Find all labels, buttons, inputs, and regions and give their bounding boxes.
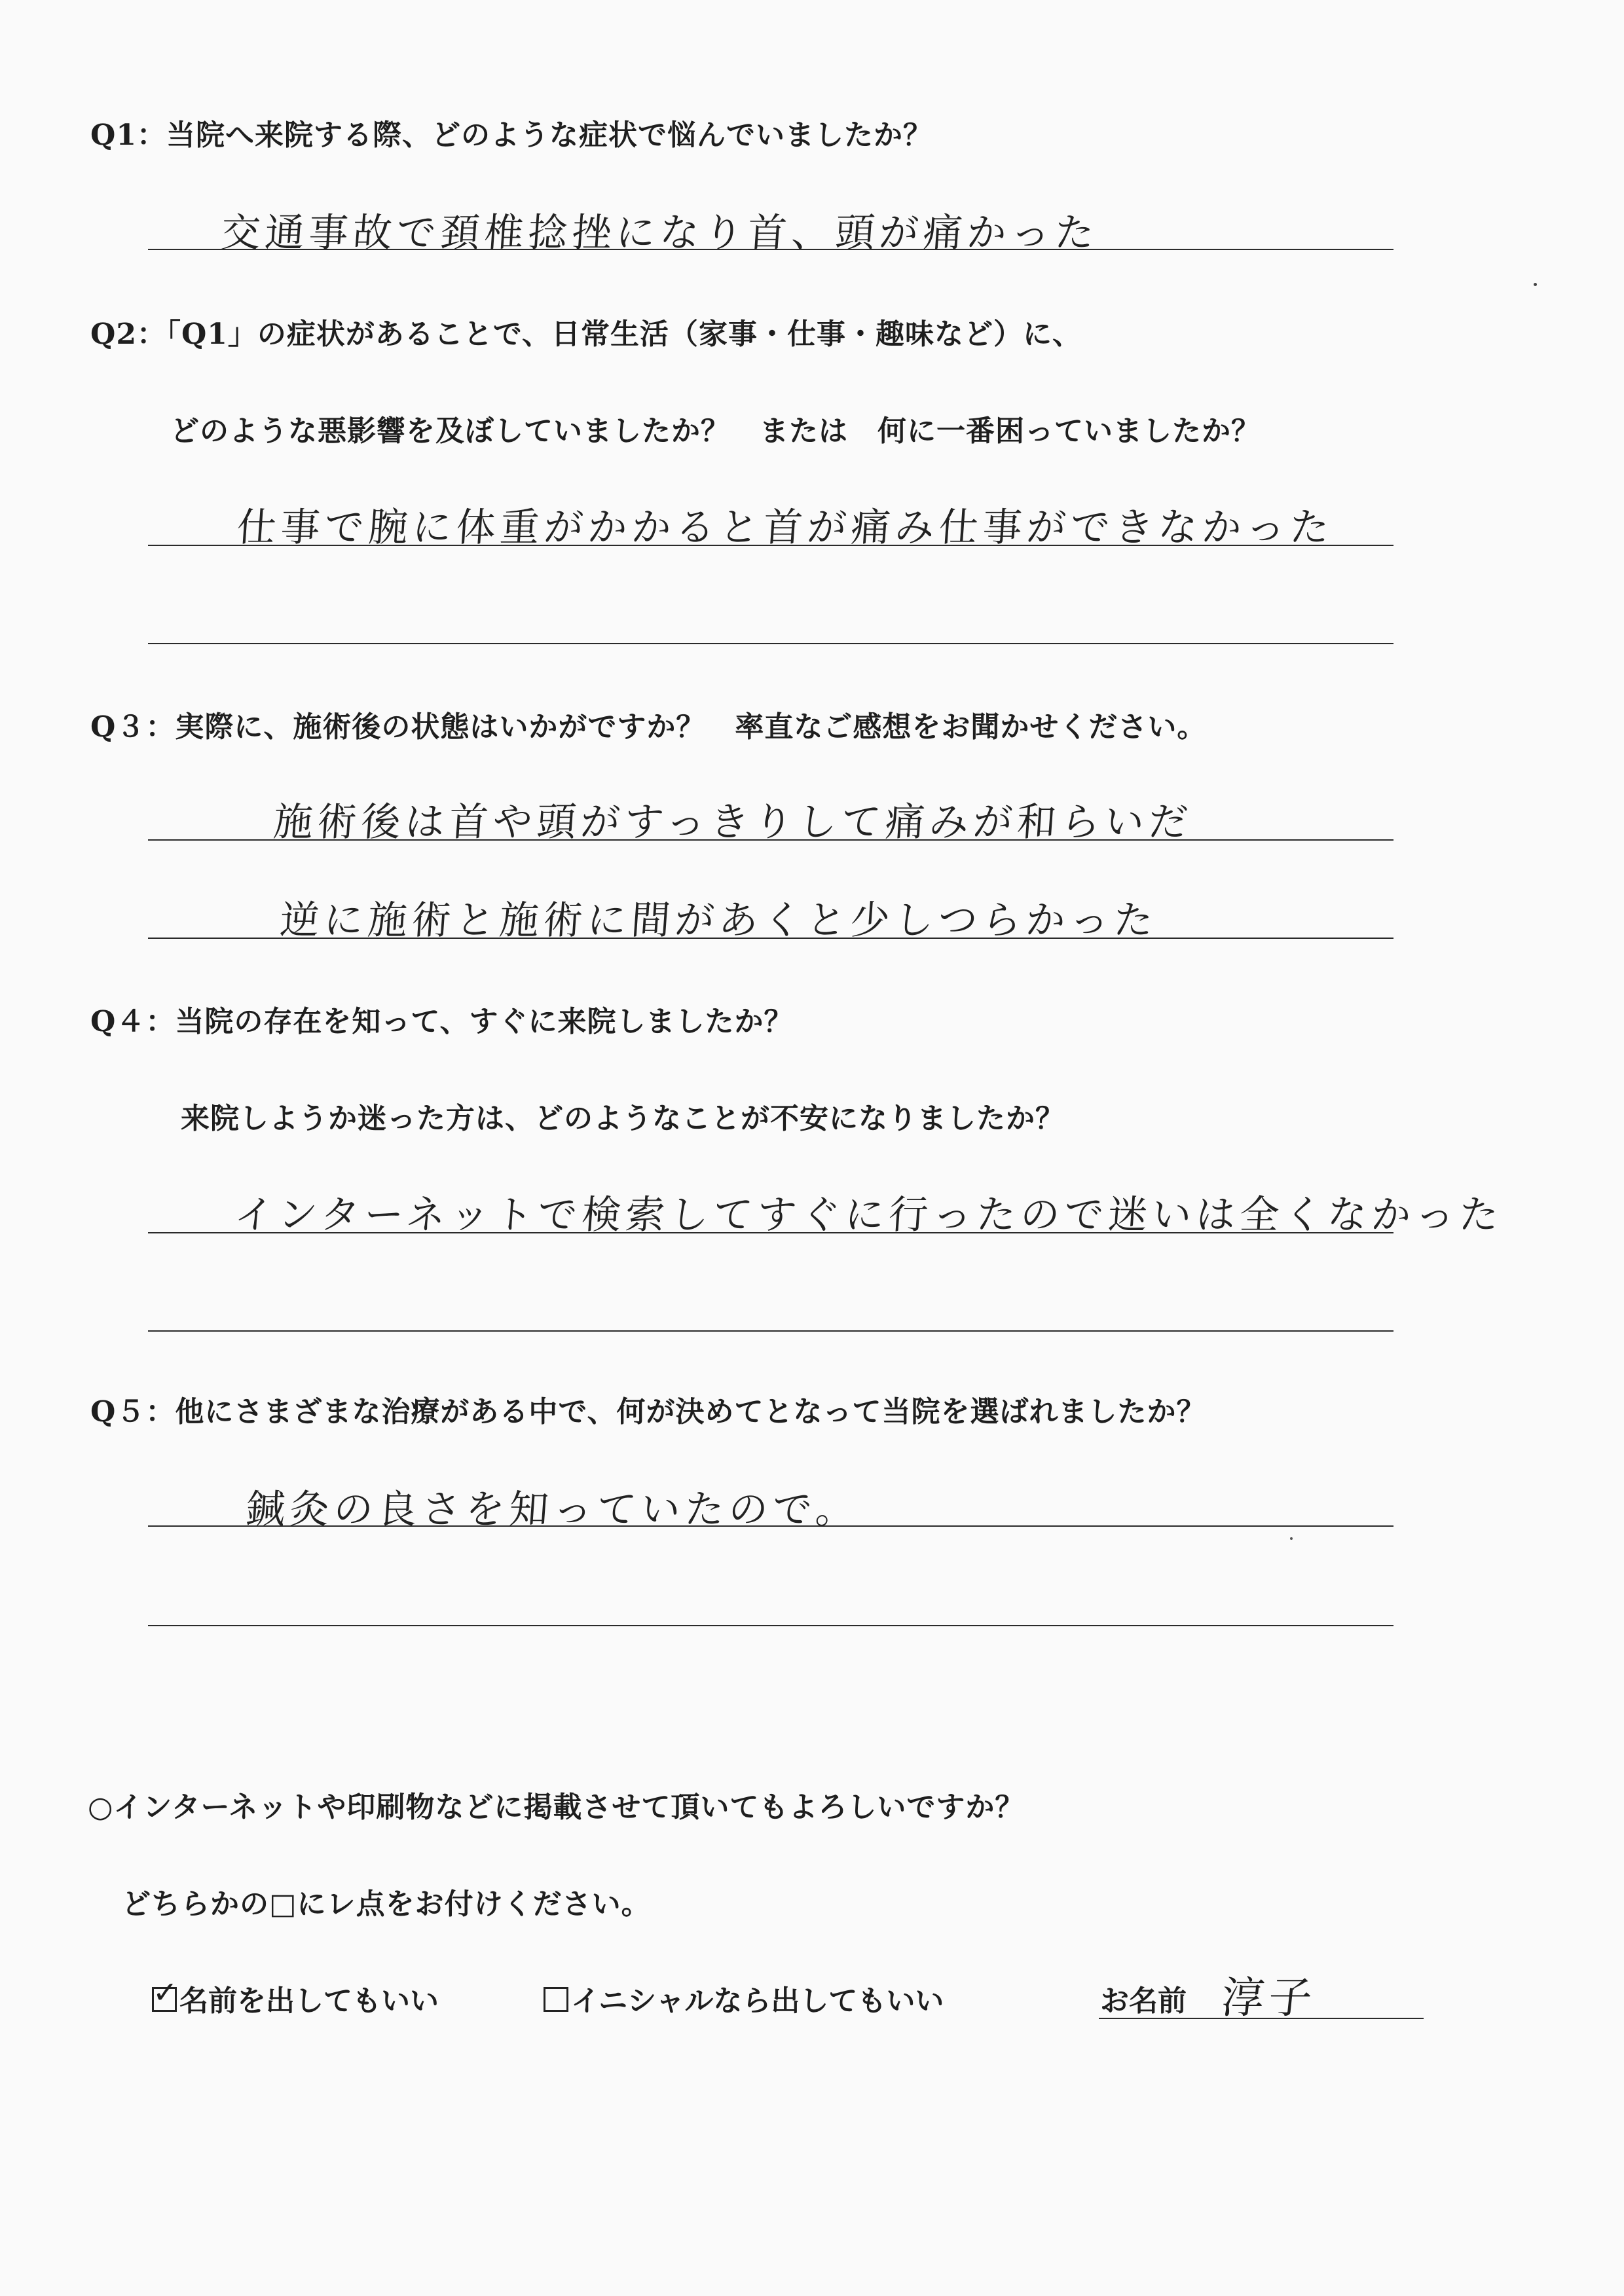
q4-answer-line1: インターネットで検索してすぐに行ったので迷いは全くなかった [232, 1192, 1505, 1238]
name-field-value: 淳子 [1219, 1973, 1319, 2023]
q3-question: Q３：実際に、施術後の状態はいかがですか？ 率直なご感想をお聞かせください。 [90, 710, 1207, 744]
name-field-rule [1099, 2018, 1424, 2019]
initial-ok-checkbox[interactable] [544, 1987, 568, 2012]
q5-answer-rule-2 [148, 1625, 1393, 1626]
q3-answer-rule-2 [148, 938, 1393, 939]
q2-question-line1: Q2：「Q1」の症状があることで、日常生活（家事・仕事・趣味など）に、 [90, 318, 1082, 351]
option-initial-ok-label: イニシャルなら出してもいい [571, 1984, 944, 2018]
q3-answer-line2: 逆に施術と施術に間があくと少しつらかった [278, 898, 1160, 943]
q3-answer-rule-1 [148, 839, 1393, 841]
q4-answer-rule-1 [148, 1232, 1393, 1233]
name-ok-checkbox[interactable] [152, 1975, 178, 2012]
q5-answer-line1: 鍼灸の良さを知っていたので。 [244, 1487, 861, 1533]
q5-question: Q５：他にさまざまな治療がある中で、何が決めてとなって当院を選ばれましたか？ [90, 1395, 1206, 1429]
q5-answer-rule-1 [148, 1525, 1393, 1527]
option-name-ok[interactable] [152, 1977, 439, 2019]
q1-answer-rule-1 [148, 249, 1393, 250]
scan-speck [1534, 283, 1537, 286]
q4-answer-rule-2 [148, 1330, 1393, 1332]
q2-answer-rule-1 [148, 545, 1393, 546]
q2-question-line2: どのような悪影響を及ぼしていましたか？ または 何に一番困っていましたか？ [170, 414, 1261, 448]
q4-question-line1: Q４：当院の存在を知って、すぐに来院しましたか？ [90, 1005, 794, 1038]
name-field-label: お名前 [1100, 1984, 1187, 2018]
option-name-ok-label: 名前を出してもいい [179, 1984, 439, 2018]
check-mark-icon: ✓ [153, 1975, 178, 2010]
q1-answer-line1: 交通事故で頚椎捻挫になり首、頭が痛かった [219, 210, 1101, 256]
q4-question-line2: 来院しようか迷った方は、どのようなことが不安になりましたか？ [181, 1102, 1065, 1135]
q2-answer-line1: 仕事で腕に体重がかかると首が痛み仕事ができなかった [235, 505, 1336, 551]
option-initial-ok[interactable] [544, 1977, 944, 2019]
scan-speck [1290, 1537, 1293, 1540]
consent-instruction: どちらかの□にレ点をお付けください。 [122, 1887, 651, 1921]
consent-question: ○インターネットや印刷物などに掲載させて頂いてもよろしいですか？ [88, 1791, 1025, 1824]
q2-answer-rule-2 [148, 643, 1393, 644]
q3-answer-line1: 施術後は首や頭がすっきりして痛みが和らいだ [272, 799, 1194, 845]
q1-question: Q1：当院へ来院する際、どのような症状で悩んでいましたか？ [90, 118, 932, 152]
